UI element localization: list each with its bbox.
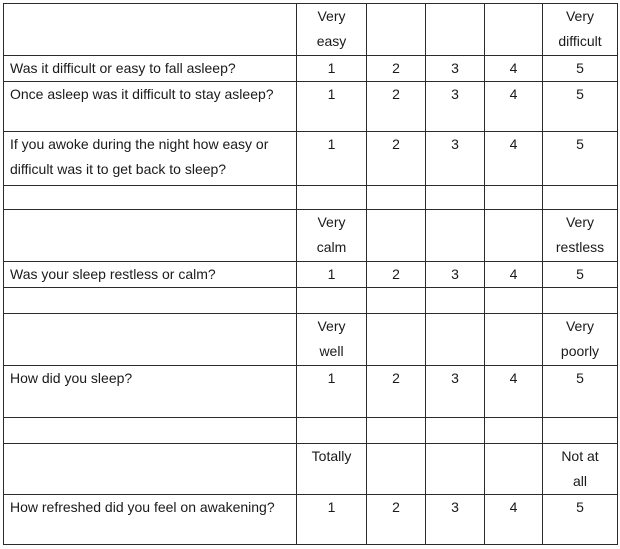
anchor-row-sleep — [4, 314, 618, 366]
empty-cell — [4, 210, 297, 262]
question-row-restless — [4, 262, 618, 288]
scale-option-2[interactable]: 2 — [367, 56, 426, 82]
empty-cell — [367, 314, 426, 366]
empty-cell — [426, 418, 485, 444]
question-refreshed: How refreshed did you feel on awakening? — [4, 495, 297, 545]
question-row-fall-asleep — [4, 56, 618, 82]
scale-option-2[interactable]: 2 — [367, 262, 426, 288]
scale-option-2[interactable]: 2 — [367, 495, 426, 545]
anchor-row-refresh — [4, 444, 618, 495]
scale-option-3[interactable]: 3 — [426, 366, 485, 418]
empty-cell — [4, 314, 297, 366]
question-fall-asleep: Was it difficult or easy to fall asleep? — [4, 56, 297, 82]
empty-cell — [4, 288, 297, 314]
question-back-to-sleep: If you awoke during the night how easy or difficult was it to get back to sleep? — [4, 132, 297, 186]
empty-cell — [485, 4, 543, 56]
scale-option-3[interactable]: 3 — [426, 262, 485, 288]
empty-cell — [543, 288, 618, 314]
scale-option-2[interactable]: 2 — [367, 82, 426, 132]
question-how-sleep: How did you sleep? — [4, 366, 297, 418]
scale-option-4[interactable]: 4 — [485, 495, 543, 545]
scale-option-4[interactable]: 4 — [485, 82, 543, 132]
scale-option-1[interactable]: 1 — [297, 82, 367, 132]
empty-cell — [543, 186, 618, 210]
empty-cell — [426, 210, 485, 262]
scale-option-3[interactable]: 3 — [426, 82, 485, 132]
scale-option-4[interactable]: 4 — [485, 366, 543, 418]
empty-cell — [426, 186, 485, 210]
anchor-low-sleep: Very well — [297, 314, 367, 366]
scale-option-4[interactable]: 4 — [485, 56, 543, 82]
question-row-stay-asleep — [4, 82, 618, 132]
anchor-high-sleep: Very poorly — [543, 314, 618, 366]
empty-cell — [367, 288, 426, 314]
scale-option-3[interactable]: 3 — [426, 495, 485, 545]
empty-cell — [426, 444, 485, 495]
empty-cell — [297, 418, 367, 444]
empty-cell — [426, 288, 485, 314]
scale-option-5[interactable]: 5 — [543, 262, 618, 288]
anchor-high-ease: Very difficult — [543, 4, 618, 56]
scale-option-1[interactable]: 1 — [297, 495, 367, 545]
anchor-high-calm: Very restless — [543, 210, 618, 262]
empty-cell — [485, 186, 543, 210]
anchor-row-calm — [4, 210, 618, 262]
empty-cell — [543, 418, 618, 444]
scale-option-5[interactable]: 5 — [543, 82, 618, 132]
sleep-questionnaire-table — [3, 3, 618, 545]
question-stay-asleep: Once asleep was it difficult to stay asleep? — [4, 82, 297, 132]
scale-option-4[interactable]: 4 — [485, 132, 543, 186]
scale-option-3[interactable]: 3 — [426, 132, 485, 186]
empty-cell — [367, 418, 426, 444]
empty-cell — [367, 210, 426, 262]
empty-cell — [297, 288, 367, 314]
scale-option-1[interactable]: 1 — [297, 56, 367, 82]
anchor-row-ease — [4, 4, 618, 56]
scale-option-1[interactable]: 1 — [297, 132, 367, 186]
empty-cell — [4, 444, 297, 495]
empty-cell — [367, 4, 426, 56]
empty-cell — [4, 4, 297, 56]
scale-option-1[interactable]: 1 — [297, 262, 367, 288]
question-row-refreshed — [4, 495, 618, 545]
scale-option-5[interactable]: 5 — [543, 132, 618, 186]
anchor-low-refresh: Totally — [297, 444, 367, 495]
empty-cell — [367, 444, 426, 495]
question-row-how-sleep — [4, 366, 618, 418]
empty-cell — [4, 186, 297, 210]
empty-cell — [485, 288, 543, 314]
scale-option-5[interactable]: 5 — [543, 495, 618, 545]
empty-cell — [367, 186, 426, 210]
empty-cell — [485, 210, 543, 262]
empty-cell — [485, 418, 543, 444]
empty-cell — [426, 4, 485, 56]
scale-option-5[interactable]: 5 — [543, 366, 618, 418]
spacer-row — [4, 288, 618, 314]
anchor-low-ease: Very easy — [297, 4, 367, 56]
empty-cell — [4, 418, 297, 444]
question-row-back-to-sleep — [4, 132, 618, 186]
scale-option-1[interactable]: 1 — [297, 366, 367, 418]
question-restless: Was your sleep restless or calm? — [4, 262, 297, 288]
scale-option-2[interactable]: 2 — [367, 366, 426, 418]
empty-cell — [485, 314, 543, 366]
spacer-row — [4, 418, 618, 444]
anchor-low-calm: Very calm — [297, 210, 367, 262]
empty-cell — [426, 314, 485, 366]
scale-option-2[interactable]: 2 — [367, 132, 426, 186]
scale-option-4[interactable]: 4 — [485, 262, 543, 288]
empty-cell — [485, 444, 543, 495]
anchor-high-refresh: Not at all — [543, 444, 618, 495]
empty-cell — [297, 186, 367, 210]
spacer-row — [4, 186, 618, 210]
scale-option-5[interactable]: 5 — [543, 56, 618, 82]
scale-option-3[interactable]: 3 — [426, 56, 485, 82]
